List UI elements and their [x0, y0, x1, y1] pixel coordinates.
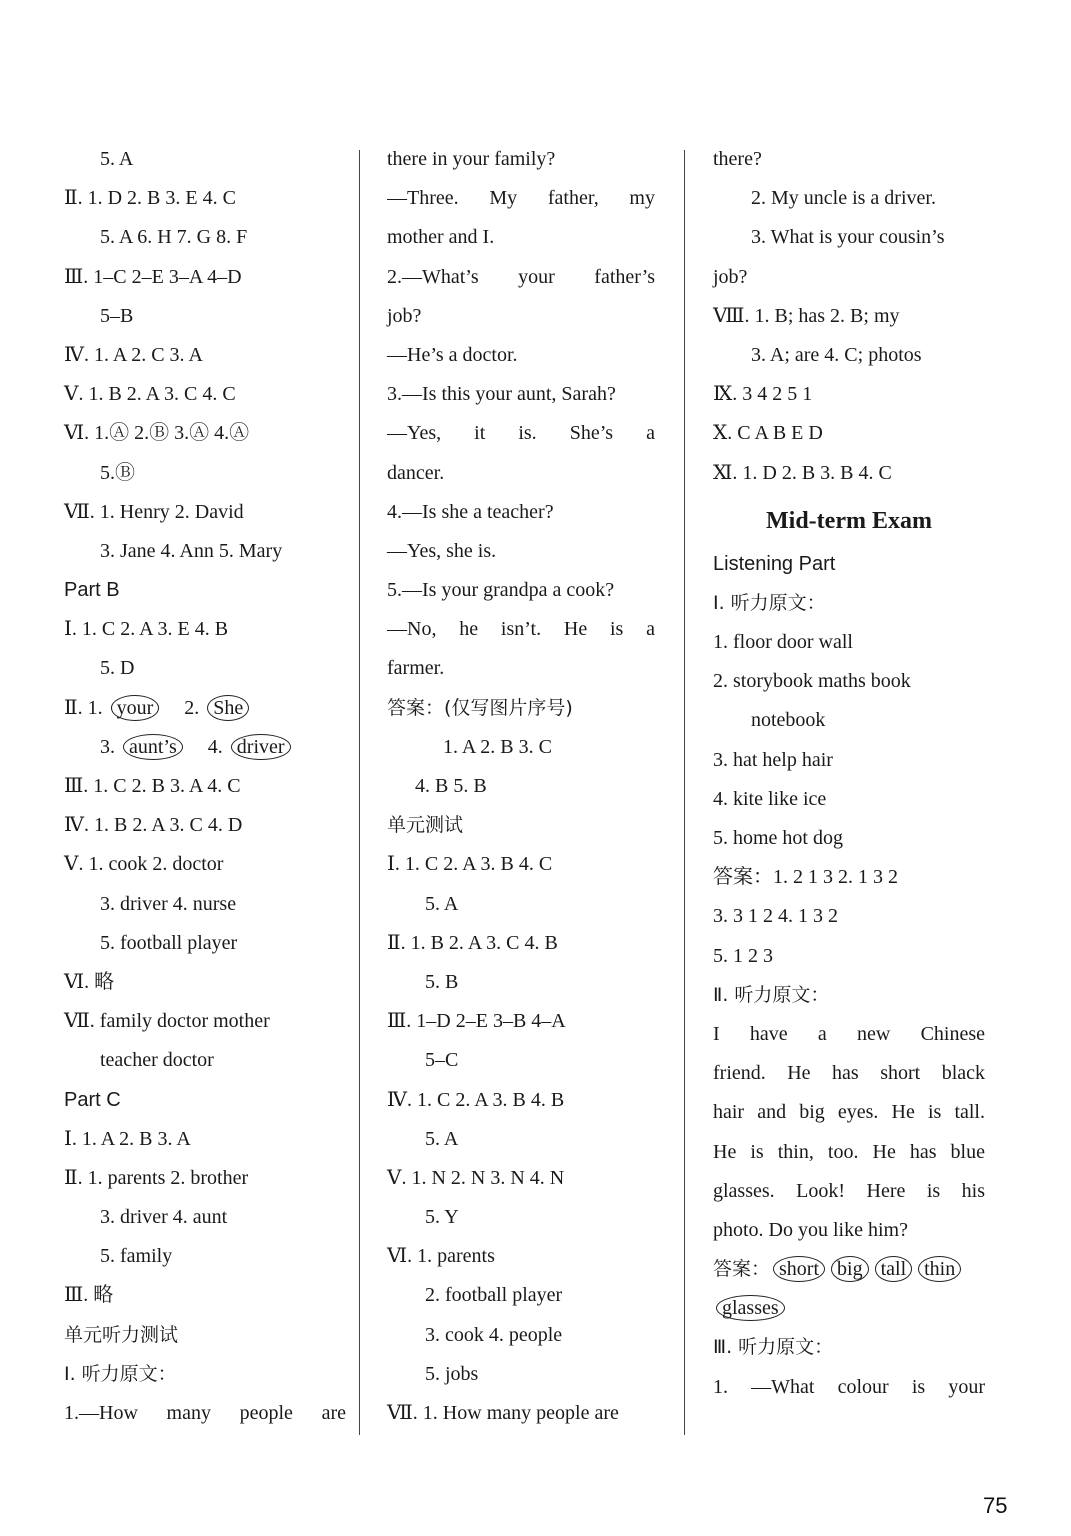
answer-line: 5. A	[425, 892, 459, 915]
answer-line: there?	[713, 148, 762, 170]
answer-line: hair and big eyes. He is tall.	[713, 1101, 985, 1124]
answer-line: —Yes, she is.	[387, 539, 497, 562]
answer-line: Ⅸ. 3 4 2 5 1	[713, 383, 813, 406]
answer-line: Ⅰ. 听力原文：	[64, 1362, 177, 1385]
answer-line: Listening Part	[713, 552, 836, 575]
answer-line: Ⅷ. 1. B; has 2. B; my	[713, 304, 900, 327]
answer-line: 2. My uncle is a driver.	[751, 187, 936, 210]
answer-line: 3. Jane 4. Ann 5. Mary	[100, 539, 283, 562]
answer-line: photo. Do you like him?	[713, 1218, 908, 1241]
answer-line: 5. 1 2 3	[713, 944, 773, 967]
answer-line: Ⅱ. 1. parents 2. brother	[64, 1166, 249, 1189]
page-number: 75	[983, 1493, 1008, 1518]
answer-line: Ⅱ. 1. B 2. A 3. C 4. B	[387, 931, 558, 954]
answer-line: —Yes, it is. She’s a	[387, 422, 655, 445]
answer-line: mother and I.	[387, 226, 495, 249]
answer-line: dancer.	[387, 461, 445, 484]
answer-line: 5. D	[100, 657, 135, 680]
answer-line: —No, he isn’t. He is a	[387, 618, 655, 641]
column-divider-right	[684, 150, 685, 1435]
circled-word: tall	[875, 1256, 913, 1282]
answer-line: 3. driver 4. aunt	[100, 1206, 228, 1229]
section-title-midterm: Mid-term Exam	[766, 507, 932, 534]
answer-line: Ⅶ. 1. How many people are	[387, 1402, 619, 1424]
answer-line: Ⅳ. 1. B 2. A 3. C 4. D	[64, 814, 243, 837]
answer-line: 答案：(仅写图片序号)	[387, 696, 573, 719]
circled-word: your	[111, 695, 160, 721]
circled-word: aunt’s	[123, 734, 183, 760]
answer-line: 5.Ⓑ	[100, 461, 135, 484]
answer-line: Ⅴ. 1. N 2. N 3. N 4. N	[387, 1166, 565, 1189]
answer-line: 5. A	[100, 148, 134, 170]
answer-line: notebook	[751, 709, 826, 732]
answer-line: Ⅺ. 1. D 2. B 3. B 4. C	[713, 461, 892, 484]
answer-line: 3. A; are 4. C; photos	[751, 343, 922, 366]
answer-line: 单元听力测试	[64, 1323, 179, 1346]
answer-line: —Three. My father, my	[387, 187, 655, 210]
answer-line: Ⅲ. 听力原文：	[713, 1336, 834, 1359]
answer-line: job?	[387, 304, 422, 327]
circled-answer-line	[64, 689, 346, 728]
column-divider-left	[359, 150, 360, 1435]
answer-line: Ⅰ. 听力原文：	[713, 591, 826, 614]
circled-word: glasses	[716, 1295, 785, 1321]
circled-word: She	[207, 695, 249, 721]
circled-word: big	[831, 1256, 869, 1282]
answer-line: Ⅶ. 1. Henry 2. David	[64, 500, 244, 523]
circled-answer-line	[713, 1289, 985, 1328]
answer-line: 答案：1. 2 1 3 2. 1 3 2	[713, 866, 898, 889]
answer-line: 5. B	[425, 970, 459, 993]
answer-column-3	[713, 140, 985, 1407]
circled-word: driver	[231, 734, 291, 760]
answer-line: 5. football player	[100, 931, 238, 954]
answer-line: Ⅲ. 1–D 2–E 3–B 4–A	[387, 1010, 566, 1033]
answer-column-1	[64, 140, 346, 1433]
answer-line: Ⅳ. 1. A 2. C 3. A	[64, 343, 203, 366]
answer-line: Ⅵ. 1. parents	[387, 1245, 495, 1268]
answer-line: 3.—Is this your aunt, Sarah?	[387, 383, 616, 406]
answer-line: teacher doctor	[100, 1049, 214, 1072]
answer-line: there in your family?	[387, 148, 556, 170]
answer-line: I have a new Chinese	[713, 1022, 985, 1045]
answer-line: 5–C	[425, 1049, 459, 1072]
answer-line: 4. kite like ice	[713, 787, 827, 810]
answer-line: Ⅶ. family doctor mother	[64, 1010, 270, 1033]
answer-line: 2. storybook maths book	[713, 670, 911, 693]
answer-line: 5. A	[425, 1127, 459, 1150]
answer-line: 4.—Is she a teacher?	[387, 500, 554, 523]
answer-line: Ⅹ. C A B E D	[713, 422, 823, 445]
answer-line: Ⅰ. 1. C 2. A 3. B 4. C	[387, 853, 553, 876]
answer-line: 3. What is your cousin’s	[751, 226, 945, 249]
line-prefix: Ⅱ. 1.	[64, 696, 108, 719]
answer-line: 5. home hot dog	[713, 827, 843, 849]
answer-line: 5. family	[100, 1245, 173, 1268]
line-prefix: 4.	[207, 735, 228, 758]
answer-line: 2. football player	[425, 1284, 563, 1307]
answer-line: Ⅱ. 听力原文：	[713, 983, 830, 1006]
answer-line: Ⅲ. 1. C 2. B 3. A 4. C	[64, 775, 241, 797]
answer-line: 4. B 5. B	[415, 775, 487, 797]
answer-line: Ⅵ. 1.Ⓐ 2.Ⓑ 3.Ⓐ 4.Ⓐ	[64, 422, 250, 445]
answer-line: He is thin, too. He has blue	[713, 1140, 985, 1163]
answer-line: 5.—Is your grandpa a cook?	[387, 579, 615, 602]
answer-line: 1.—How many people are	[64, 1402, 346, 1424]
answer-line: 3. hat help hair	[713, 748, 833, 771]
answer-line: 3. driver 4. nurse	[100, 892, 237, 915]
answer-line: 1. A 2. B 3. C	[443, 735, 552, 758]
answer-line: 5. jobs	[425, 1362, 479, 1385]
answer-line: 3. cook 4. people	[425, 1323, 563, 1346]
answer-line: Ⅳ. 1. C 2. A 3. B 4. B	[387, 1088, 565, 1111]
answer-line: Part C	[64, 1088, 121, 1111]
answer-line: Part B	[64, 579, 120, 602]
answer-line: farmer.	[387, 657, 445, 680]
answer-line: glasses. Look! Here is his	[713, 1179, 985, 1202]
circled-answer-line	[64, 728, 346, 767]
circled-answer-line	[713, 1250, 985, 1289]
answer-label: 答案：	[713, 1258, 771, 1281]
answer-line: 1. —What colour is your	[713, 1375, 985, 1398]
answer-column-2	[387, 140, 655, 1433]
answer-line: 1. floor door wall	[713, 631, 853, 654]
line-prefix: 3.	[100, 735, 120, 758]
answer-line: 5. A 6. H 7. G 8. F	[100, 226, 248, 249]
answer-line: 3. 3 1 2 4. 1 3 2	[713, 905, 838, 928]
answer-line: —He’s a doctor.	[387, 343, 518, 366]
line-prefix: 2.	[184, 696, 205, 719]
answer-line: Ⅰ. 1. A 2. B 3. A	[64, 1127, 191, 1150]
answer-line: Ⅵ. 略	[64, 970, 115, 993]
circled-word: short	[773, 1256, 825, 1282]
answer-line: Ⅲ. 1–C 2–E 3–A 4–D	[64, 265, 242, 288]
answer-line: Ⅰ. 1. C 2. A 3. E 4. B	[64, 618, 229, 641]
answer-line: 2.—What’s your father’s	[387, 265, 655, 288]
answer-line: Ⅲ. 略	[64, 1284, 114, 1307]
answer-line: 5. Y	[425, 1206, 459, 1229]
answer-line: 5–B	[100, 304, 134, 327]
answer-line: Ⅱ. 1. D 2. B 3. E 4. C	[64, 187, 236, 210]
answer-line: Ⅴ. 1. cook 2. doctor	[64, 853, 224, 876]
circled-word: thin	[918, 1256, 961, 1282]
answer-line: job?	[713, 265, 748, 288]
answer-line: Ⅴ. 1. B 2. A 3. C 4. C	[64, 383, 236, 406]
answer-line: friend. He has short black	[713, 1062, 985, 1085]
answer-line: 单元测试	[387, 814, 464, 837]
